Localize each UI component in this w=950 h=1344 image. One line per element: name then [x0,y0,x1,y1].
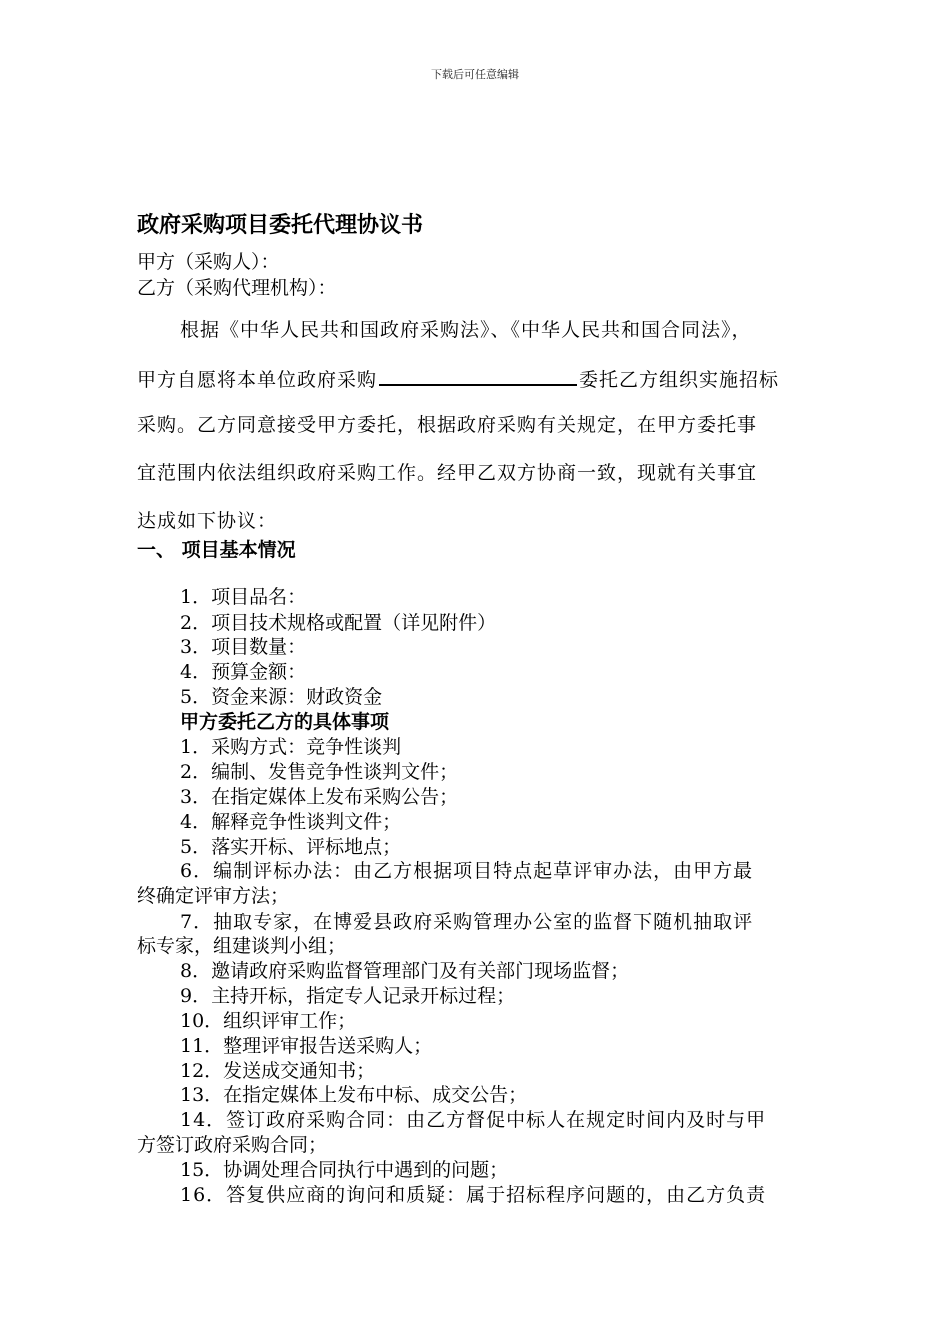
section-2-line: 7．抽取专家，在博爱县政府采购管理办公室的监督下随机抽取评 [180,911,754,933]
section-2-line: 13．在指定媒体上发布中标、成交公告； [180,1084,528,1106]
section-2-line: 10．组织评审工作； [180,1010,357,1032]
section-2-line: 8．邀请政府采购监督管理部门及有关部门现场监督； [180,960,630,982]
intro-line-2-after: 委托乙方组织实施招标 [579,369,780,391]
party-a-label: 甲方（采购人）： [137,251,280,273]
section-1-item: 4．预算金额： [180,661,307,683]
section-2-line: 11．整理评审报告送采购人； [180,1035,433,1057]
section-1-heading: 一、 项目基本情况 [137,539,296,561]
intro-line-5: 达成如下协议： [137,510,278,532]
section-2-line: 3．在指定媒体上发布采购公告； [180,786,459,808]
intro-line-2-before: 甲方自愿将本单位政府采购 [137,369,378,391]
intro-line-4: 宜范围内依法组织政府采购工作。经甲乙双方协商一致，现就有关事宜 [137,462,758,484]
section-2-line: 终确定评审方法； [137,885,290,907]
section-2-line: 15．协调处理合同执行中遇到的问题； [180,1159,509,1181]
intro-line-1: 根据《中华人民共和国政府采购法》、《中华人民共和国合同法》， [180,319,752,341]
section-2-heading: 甲方委托乙方的具体事项 [180,711,390,733]
section-2-line: 9．主持开标，指定专人记录开标过程； [180,985,516,1007]
section-2-line: 标专家，组建谈判小组； [137,935,347,957]
document-title: 政府采购项目委托代理协议书 [137,213,424,238]
intro-line-3: 采购。乙方同意接受甲方委托，根据政府采购有关规定，在甲方委托事 [137,414,758,436]
project-name-blank [379,366,577,386]
party-b-label: 乙方（采购代理机构）： [137,277,337,299]
section-1-item: 1．项目品名： [180,586,307,608]
section-2-line: 4．解释竞争性谈判文件； [180,811,402,833]
section-2-line: 16．答复供应商的询问和质疑：属于招标程序问题的，由乙方负责 [180,1184,767,1206]
section-2-line: 14．签订政府采购合同：由乙方督促中标人在规定时间内及时与甲 [180,1109,767,1131]
page-header: 下载后可任意编辑 [431,68,519,81]
section-2-line: 5．落实开标、评标地点； [180,836,402,858]
section-2-line: 6．编制评标办法：由乙方根据项目特点起草评审办法，由甲方最 [180,860,754,882]
section-2-line: 方签订政府采购合同； [137,1134,328,1156]
section-1-item: 3．项目数量： [180,636,307,658]
section-1-item: 2．项目技术规格或配置（详见附件） [180,612,497,634]
section-2-line: 1．采购方式：竞争性谈判 [180,736,402,758]
intro-line-2 [137,366,779,392]
section-2-line: 2．编制、发售竞争性谈判文件； [180,761,459,783]
section-1-item: 5．资金来源：财政资金 [180,686,383,708]
section-2-line: 12．发送成交通知书； [180,1060,376,1082]
